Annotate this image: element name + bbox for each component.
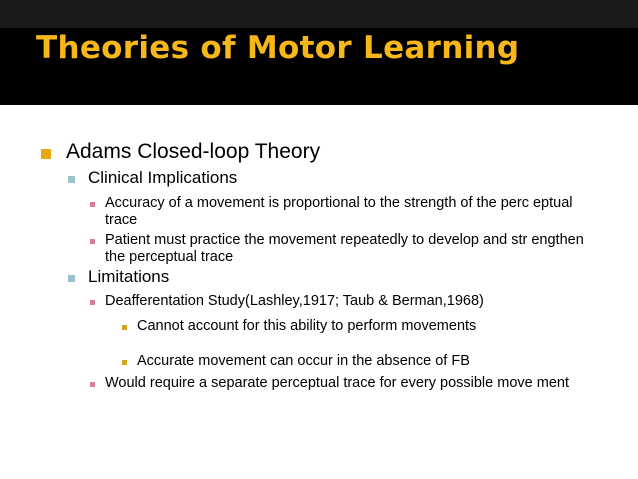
bullet-item: Accurate movement can occur in the absence of FB — [137, 353, 470, 369]
bullet-item: Would require a separate perceptual trace for every possible move ment — [105, 375, 569, 391]
bullet-item: Patient must practice the movement repeatedly to develop and str engthen the perceptual trace — [105, 232, 584, 265]
bullet-item: Adams Closed-loop Theory — [66, 140, 321, 163]
bullet-item: Clinical Implications — [88, 168, 238, 187]
bullet-level4-icon — [122, 325, 127, 330]
bullet-level2-icon — [68, 176, 75, 183]
bullet-item: Cannot account for this ability to perform movements — [137, 318, 477, 334]
slide-title: Theories of Motor Learning — [36, 30, 520, 66]
bullet-level4-icon — [122, 360, 127, 365]
bullet-level2-icon — [68, 275, 75, 282]
bullet-item: Deafferentation Study(Lashley,1917; Taub & Berman,1968) — [105, 293, 484, 309]
bullet-level3-icon — [90, 202, 95, 207]
bullet-item: Accuracy of a movement is proportional to the strength of the perc eptual trace — [105, 195, 573, 228]
bullet-level3-icon — [90, 239, 95, 244]
bullet-level1-icon — [41, 149, 51, 159]
title-band — [0, 0, 638, 105]
bullet-level3-icon — [90, 382, 95, 387]
bullet-level3-icon — [90, 300, 95, 305]
bullet-item: Limitations — [88, 267, 170, 286]
